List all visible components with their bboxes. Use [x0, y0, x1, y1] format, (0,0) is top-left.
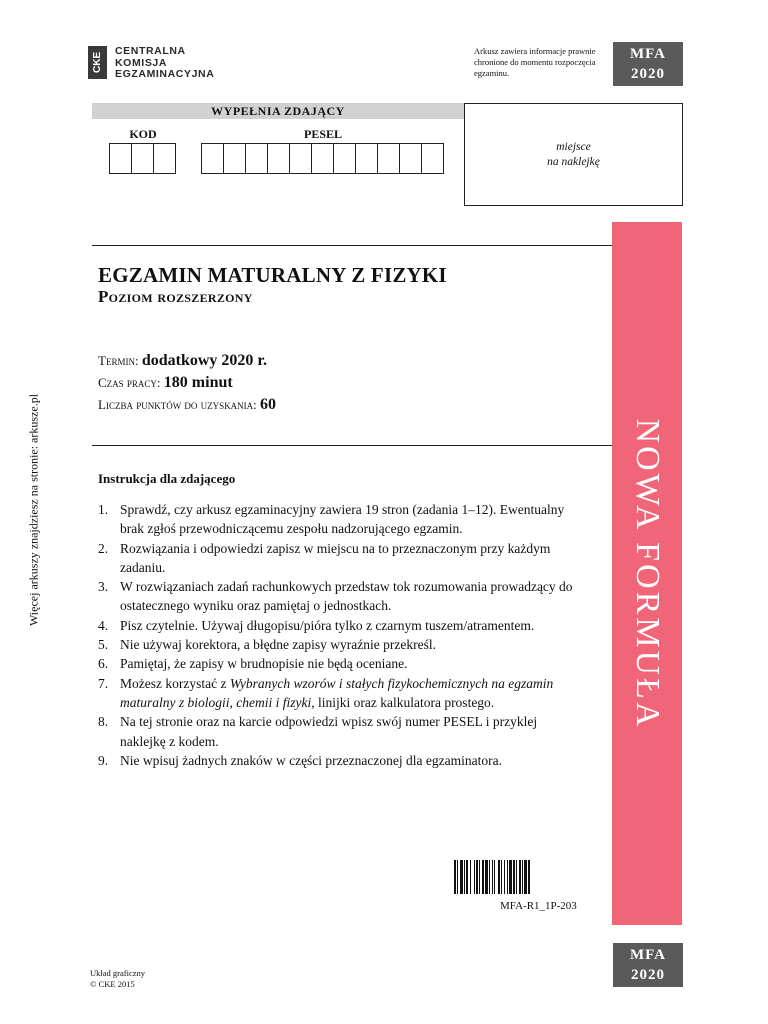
protection-note: Arkusz zawiera informacje prawnie chronione do momentu rozpoczęcia egzaminu.	[474, 46, 596, 78]
barcode-label: MFA-R1_1P-203	[500, 900, 577, 912]
pesel-cell[interactable]	[333, 143, 356, 174]
kod-input-cells[interactable]	[110, 143, 176, 174]
logo-line-3: EGZAMINACYJNA	[115, 68, 215, 80]
kod-cell[interactable]	[131, 143, 154, 174]
instruction-item: 5. Nie używaj korektora, a błędne zapisy wyraźnie przekreśl.	[98, 637, 436, 653]
pesel-cell[interactable]	[267, 143, 290, 174]
fill-by-candidate-header: WYPEŁNIA ZDAJĄCY	[92, 103, 464, 119]
exam-code-badge-bottom	[613, 943, 683, 987]
pesel-input-cells[interactable]	[202, 143, 444, 174]
formula-booklet-title: Wybranych wzorów i stałych fizykochemicznych na egzamin maturalny z biologii, chemii i fizyki	[120, 675, 554, 710]
exam-duration	[98, 374, 233, 392]
pesel-label: PESEL	[303, 127, 342, 141]
instruction-item: 2. Rozwiązania i odpowiedzi zapisz w miejscu na to przeznaczonym przy każdym zadaniu.	[98, 540, 551, 575]
badge-code: MFA	[629, 947, 667, 963]
instructions-list	[98, 500, 578, 770]
kod-cell[interactable]	[109, 143, 132, 174]
term-label: Termin:	[98, 353, 139, 368]
exam-points	[98, 396, 276, 414]
cke-logo	[88, 46, 214, 81]
exam-term	[98, 352, 267, 370]
new-formula-text: NOWA FORMUŁA	[629, 418, 666, 729]
pesel-cell[interactable]	[289, 143, 312, 174]
pesel-cell[interactable]	[355, 143, 378, 174]
instruction-item: 8. Na tej stronie oraz na karcie odpowiedzi wpisz swój numer PESEL i przyklej naklejkę z kodem.	[98, 714, 538, 749]
kod-label: KOD	[129, 127, 157, 141]
badge-code: MFA	[629, 46, 667, 62]
instruction-item: 6. Pamiętaj, że zapisy w brudnopisie nie będą oceniane.	[98, 656, 408, 672]
exam-title: EGZAMIN MATURALNY Z FIZYKI	[98, 263, 447, 287]
pesel-cell[interactable]	[377, 143, 400, 174]
pesel-cell[interactable]	[201, 143, 224, 174]
term-value: dodatkowy 2020 r.	[141, 352, 268, 369]
cke-logo-text	[115, 46, 214, 81]
duration-value: 180 minut	[163, 374, 233, 391]
title-top-rule	[92, 245, 612, 246]
layout-credit-line-2: © CKE 2015	[90, 978, 135, 989]
new-formula-band	[612, 222, 682, 925]
exam-level: Poziom rozszerzony	[98, 287, 253, 306]
barcode-image	[454, 860, 590, 894]
badge-year: 2020	[631, 66, 665, 82]
badge-year: 2020	[631, 967, 665, 983]
logo-line-2: KOMISJA	[115, 56, 168, 69]
instruction-item: 7. Możesz korzystać z Wybranych wzorów i stałych fizykochemicznych na egzamin maturalny z biologii, chemii i fizyki, linijki oraz kalkulatora prostego.	[98, 675, 554, 710]
exam-code-badge-top	[613, 42, 683, 86]
instruction-item: 4. Pisz czytelnie. Używaj długopisu/pióra tylko z czarnym tuszem/atramentem.	[98, 617, 535, 633]
sticker-line-2: na naklejkę	[547, 155, 600, 168]
pesel-cell[interactable]	[421, 143, 444, 174]
layout-credit	[90, 968, 145, 989]
pesel-cell[interactable]	[399, 143, 422, 174]
pesel-cell[interactable]	[311, 143, 334, 174]
sticker-line-1: miejsce	[556, 140, 591, 153]
instruction-item: 3. W rozwiązaniach zadań rachunkowych przedstaw tok rozumowania prowadzący do ostatecznego wyniku oraz pamiętaj o jednostkach.	[98, 579, 573, 614]
pesel-cell[interactable]	[245, 143, 268, 174]
sticker-placeholder-box	[464, 103, 683, 206]
instructions-heading: Instrukcja dla zdającego	[98, 471, 236, 486]
layout-credit-line-1: Układ graficzny	[90, 968, 145, 978]
side-note-text: Więcej arkuszy znajdziesz na stronie: arkusze.pl	[26, 393, 41, 627]
instruction-item: 1. Sprawdź, czy arkusz egzaminacyjny zawiera 19 stron (zadania 1–12). Ewentualny brak zgłoś przewodniczącemu zespołu nadzorującego egzamin.	[98, 502, 565, 537]
points-label: Liczba punktów do uzyskania:	[98, 397, 257, 412]
kod-cell[interactable]	[153, 143, 176, 174]
cke-logo-mark: CKE	[88, 46, 107, 79]
points-value: 60	[260, 396, 277, 413]
duration-label: Czas pracy:	[98, 375, 161, 390]
logo-line-1: CENTRALNA	[115, 45, 186, 57]
title-bottom-rule	[92, 445, 612, 446]
pesel-cell[interactable]	[223, 143, 246, 174]
instruction-item: 9. Nie wpisuj żadnych znaków w części przeznaczonej dla egzaminatora.	[98, 752, 502, 768]
